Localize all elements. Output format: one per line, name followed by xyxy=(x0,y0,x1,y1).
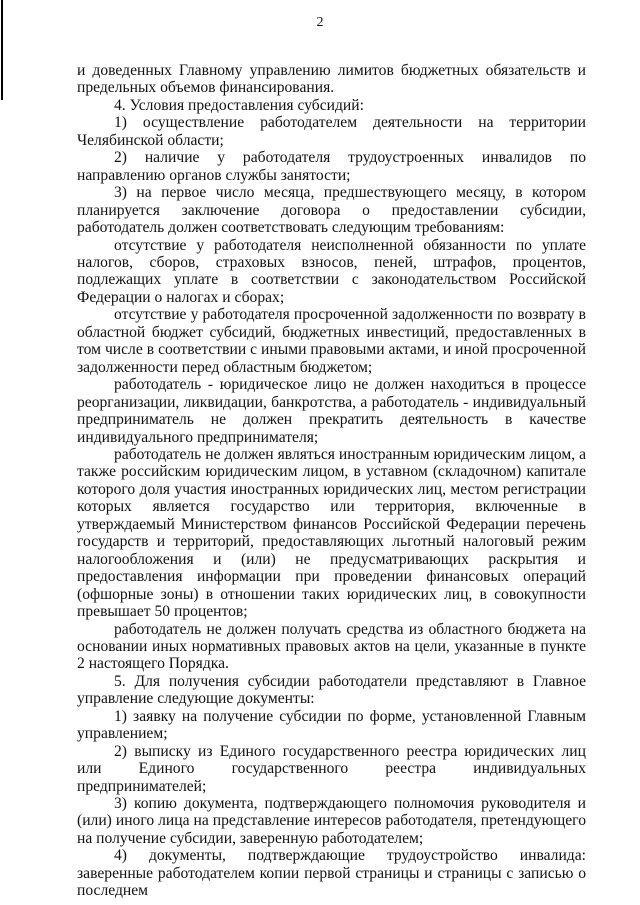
condition-1: 1) осуществление работодателем деятельности на территории Челябинской области; xyxy=(77,114,586,149)
document-item-4: 4) документы, подтверждающие трудоустройство инвалида: заверенные работодателем копии первой страницы и страницы с записью о последнем xyxy=(77,847,586,900)
requirement-no-overdue-debt: отсутствие у работодателя просроченной задолженности по возврату в областной бюджет субсидий, бюджетных инвестиций, предоставленных в том числе в соответствии с иными правовыми актами, и иной просроченной задолженности перед областным бюджетом; xyxy=(77,306,586,376)
requirement-no-liquidation: работодатель - юридическое лицо не должен находиться в процессе реорганизации, ликвидации, банкротства, а работодатель - индивидуальный предприниматель не должен прекратить деятельность в качестве индивидуального предпринимателя; xyxy=(77,376,586,446)
page-number: 2 xyxy=(316,15,324,30)
condition-3: 3) на первое число месяца, предшествующего месяцу, в котором планируется заключение договора о предоставлении субсидии, работодатель должен соответствовать следующим требованиям: xyxy=(77,184,586,237)
paragraph-continuation: и доведенных Главному управлению лимитов бюджетных обязательств и предельных объемов финансирования. xyxy=(77,62,586,97)
document-item-2: 2) выписку из Единого государственного реестра юридических лиц или Единого государственного реестра индивидуальных предпринимателей; xyxy=(77,742,586,795)
condition-2: 2) наличие у работодателя трудоустроенных инвалидов по направлению органов службы занятости; xyxy=(77,149,586,184)
requirement-no-tax-debt: отсутствие у работодателя неисполненной обязанности по уплате налогов, сборов, страховых взносов, пеней, штрафов, процентов, подлежащих уплате в соответствии с законодательством Российской Федерации о налогах и сборах; xyxy=(77,236,586,306)
requirement-not-foreign-entity: работодатель не должен являться иностранным юридическим лицом, а также российским юридическим лицом, в уставном (складочном) капитале которого доля участия иностранных юридических лиц, местом регистрации которых является государство или территория, включенные в утверждаемый Министерством финансов Российской Федерации перечень государств и территорий, предоставляющих льготный налоговый режим налогообложения и (или) не предусматривающих раскрытия и предоставления информации при проведении финансовых операций (офшорные зоны) в отношении таких юридических лиц, в совокупности превышает 50 процентов; xyxy=(77,445,586,621)
requirement-no-other-funds: работодатель не должен получать средства из областного бюджета на основании иных нормативных правовых актов на цели, указанные в пункте 2 настоящего Порядка. xyxy=(77,620,586,673)
document-item-3: 3) копию документа, подтверждающего полномочия руководителя и (или) иного лица на представление интересов работодателя, претендующего на получение субсидии, заверенную работодателем; xyxy=(77,795,586,847)
section-4-heading: 4. Условия предоставления субсидий: xyxy=(114,96,364,114)
document-item-1: 1) заявку на получение субсидии по форме, установленной Главным управлением; xyxy=(77,707,586,743)
section-5-heading: 5. Для получения субсидии работодатели представляют в Главное управление следующие документы: xyxy=(77,672,586,708)
document-body xyxy=(77,62,586,900)
